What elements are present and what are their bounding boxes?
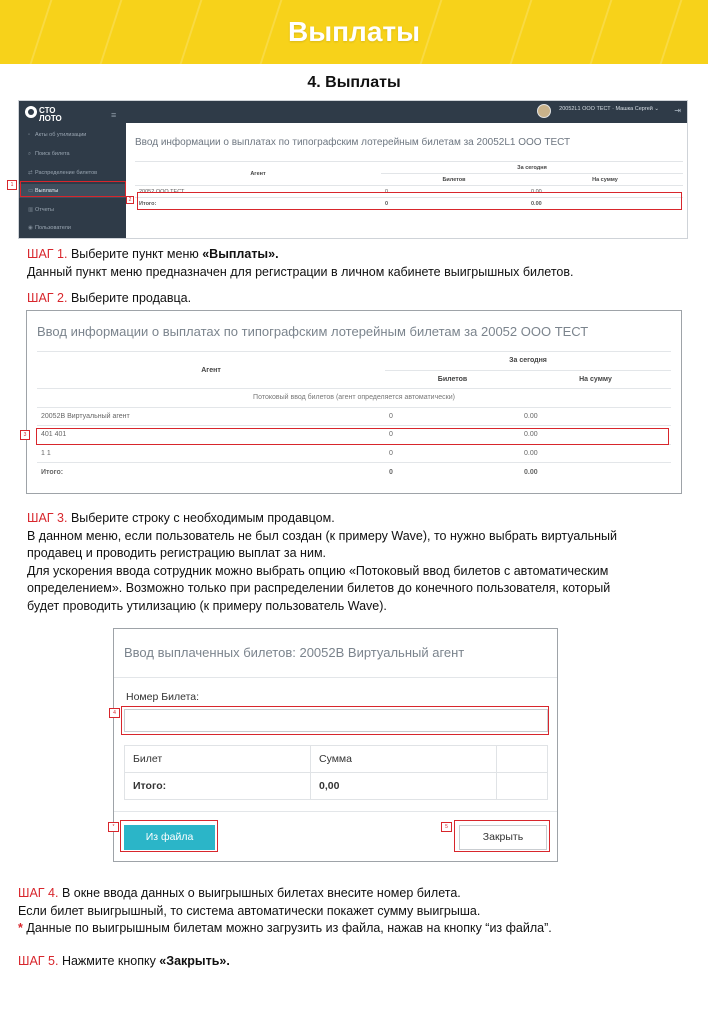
step-2 — [27, 290, 191, 308]
marker-3: 3 — [20, 430, 30, 440]
highlight-from-file — [120, 820, 218, 852]
step-text: Выберите пункт меню — [67, 247, 203, 261]
cell-sum: 0.00 — [520, 426, 671, 445]
step-line: Для ускорения ввода сотрудник можно выбрать опцию «Потоковый ввод билетов с автоматическим — [27, 563, 609, 578]
step-text: Нажмите кнопку — [58, 954, 160, 968]
doc-icon: ▫ — [28, 132, 30, 138]
user-icon: ◉ — [28, 225, 33, 231]
col-tickets: Билетов — [381, 174, 527, 186]
step-label: ШАГ 4. — [18, 886, 59, 900]
marker-star: * — [108, 822, 119, 832]
menu-icon[interactable]: ≡ — [111, 110, 117, 120]
stream-input-note: Потоковый ввод билетов (агент определяется автоматически) — [37, 389, 671, 408]
step-text: В окне ввода данных о выигрышных билетах внесите номер билета. — [58, 886, 461, 900]
logo-icon — [25, 106, 37, 118]
step-label: ШАГ 3. — [27, 511, 68, 525]
screenshot-cabinet — [18, 100, 688, 239]
marker-2: 2 — [126, 196, 134, 204]
logout-icon[interactable]: ⇥ — [674, 106, 681, 115]
from-file-button[interactable]: Из файла — [124, 825, 215, 850]
step-line: В данном меню, если пользователь не был создан (к примеру Wave), то нужно выбрать виртуальный — [27, 528, 617, 543]
total-label: Итого: — [135, 198, 381, 210]
highlight-row — [36, 428, 669, 445]
highlight-payouts — [20, 181, 126, 197]
sidebar-item-reports[interactable] — [19, 203, 126, 217]
highlight-close — [454, 820, 550, 852]
page-title: Ввод информации о выплатах по типографским лотерейным билетам за 20052 ООО ТЕСТ — [37, 324, 589, 339]
step-label: ШАГ 2. — [27, 291, 68, 305]
table-row[interactable] — [37, 407, 671, 426]
chart-icon: ▥ — [28, 207, 34, 213]
total-row — [37, 463, 671, 482]
step-bold: «Выплаты». — [202, 247, 279, 261]
logo — [25, 103, 85, 125]
step-label: ШАГ 1. — [27, 247, 68, 261]
logo-text-2: ЛОТО — [39, 114, 62, 123]
step-3 — [27, 510, 617, 615]
search-icon: ⌕ — [28, 151, 32, 157]
step-text: Выберите строку с необходимым продавцом. — [67, 511, 335, 525]
step-line: продавец и проводить регистрацию выплат за ним. — [27, 546, 327, 560]
section-title: 4. Выплаты — [307, 74, 401, 91]
highlight-ticket-input — [121, 706, 549, 735]
user-menu[interactable]: 20052L1 ООО ТЕСТ · Машка Сергей ⌄ — [559, 106, 659, 112]
total-label: Итого: — [37, 463, 385, 482]
dialog-title: Ввод выплаченных билетов: 20052В Виртуальный агент — [124, 645, 465, 660]
step-1 — [27, 246, 573, 281]
total-sum: 0.00 — [527, 198, 683, 210]
sidebar-item-search[interactable] — [19, 147, 126, 161]
col-action — [497, 746, 548, 773]
step-line: определением». Возможно только при распределении билетов до конечного пользователя, который — [27, 581, 611, 595]
total-sum: 0.00 — [520, 463, 671, 482]
cell-tickets: 0 — [385, 426, 520, 445]
col-agent: Агент — [135, 162, 381, 186]
divider — [114, 677, 557, 678]
cell-tickets: 0 — [385, 444, 520, 463]
close-button[interactable]: Закрыть — [459, 825, 547, 850]
col-today: За сегодня — [385, 352, 671, 371]
tickets-table — [124, 745, 548, 800]
cell-sum: 0.00 — [527, 186, 683, 198]
total-tickets: 0 — [385, 463, 520, 482]
cell-agent: 20052В Виртуальный агент — [37, 407, 385, 426]
sidebar-item-label: Распределение билетов — [35, 170, 98, 176]
sidebar — [19, 101, 126, 239]
avatar[interactable] — [537, 104, 551, 118]
col-today: За сегодня — [381, 162, 683, 174]
page-title: Ввод информации о выплатах по типографским лотерейным билетам за 20052L1 ООО ТЕСТ — [135, 137, 571, 148]
step-line: Данный пункт меню предназначен для регистрации в личном кабинете выигрышных билетов. — [27, 264, 574, 279]
banner-title: Выплаты — [287, 16, 421, 47]
col-agent: Агент — [37, 352, 385, 389]
header-banner — [0, 0, 708, 64]
total-tickets: 0 — [381, 198, 527, 210]
logo-text-1: СТО — [39, 106, 56, 115]
sidebar-item-distribution[interactable] — [19, 166, 126, 180]
sidebar-item-label: Поиск билета — [35, 151, 70, 157]
step-5 — [18, 953, 230, 971]
step-text: Выберите продавца. — [67, 291, 192, 305]
step-line: будет проводить утилизацию (к примеру пользователь Wave). — [27, 598, 387, 613]
screenshot-seller-select — [26, 310, 682, 494]
sidebar-item-label: Пользователи — [35, 225, 71, 231]
marker-5: 5 — [441, 822, 452, 832]
step-4 — [18, 885, 552, 938]
cell-sum: 0.00 — [520, 407, 671, 426]
cell-tickets: 0 — [381, 186, 527, 198]
sidebar-item-acts[interactable] — [19, 128, 126, 142]
cell-agent: 20052 ООО ТЕСТ — [135, 186, 381, 198]
cell-sum: 0.00 — [520, 444, 671, 463]
step-bold: «Закрыть». — [159, 954, 230, 968]
total-value: 0,00 — [311, 773, 497, 800]
cell-agent: 1 1 — [37, 444, 385, 463]
step-label: ШАГ 5. — [18, 954, 59, 968]
share-icon: ⇄ — [28, 170, 33, 176]
total-row — [125, 773, 548, 800]
divider — [114, 811, 557, 812]
col-sum: Сумма — [311, 746, 497, 773]
col-sum: На сумму — [527, 174, 683, 186]
marker-1: 1 — [7, 180, 17, 190]
cell-tickets: 0 — [385, 407, 520, 426]
total-label: Итого: — [125, 773, 311, 800]
stream-input-row[interactable] — [37, 389, 671, 408]
step-line: Если билет выигрышный, то система автоматически покажет сумму выигрыша. — [18, 903, 481, 918]
wallet-icon: ▭ — [28, 188, 34, 194]
highlight-row — [137, 192, 682, 210]
col-sum: На сумму — [520, 370, 671, 389]
sidebar-item-label: Акты об утилизации — [35, 132, 87, 138]
top-bar — [126, 101, 688, 123]
sidebar-item-label: Выплаты — [35, 188, 59, 194]
total-empty — [497, 773, 548, 800]
ticket-label: Номер Билета: — [126, 691, 200, 703]
sidebar-item-users[interactable] — [19, 221, 126, 235]
col-tickets: Билетов — [385, 370, 520, 389]
sidebar-item-label: Отчеты — [35, 207, 55, 213]
table-row[interactable] — [37, 444, 671, 463]
asterisk: * — [18, 921, 23, 935]
sellers-table — [37, 351, 671, 481]
col-ticket: Билет — [125, 746, 311, 773]
cell-agent: 401 401 — [37, 426, 385, 445]
step-line: Данные по выигрышным билетам можно загрузить из файла, нажав на кнопку “из файла”. — [22, 921, 552, 935]
marker-4: 4 — [109, 708, 120, 718]
